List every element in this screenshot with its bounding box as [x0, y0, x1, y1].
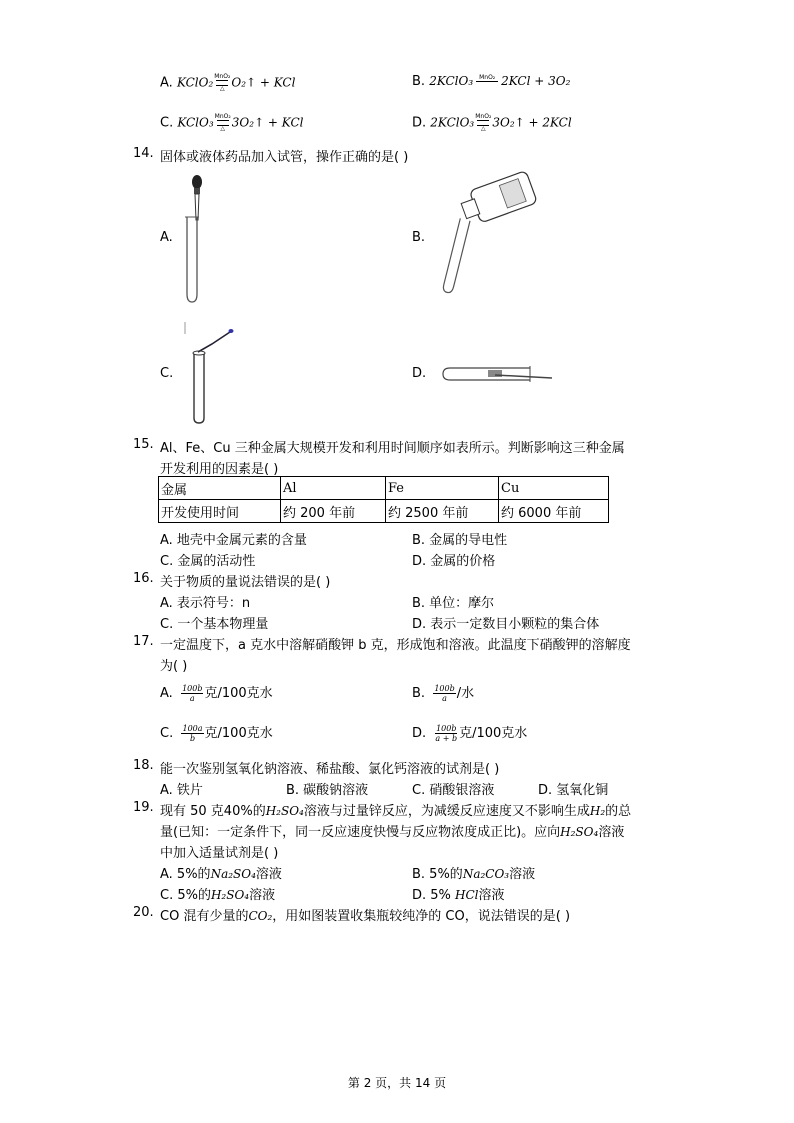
- q18-number: 18.: [133, 758, 154, 773]
- q17-number: 17.: [133, 634, 154, 649]
- q13-d-formula-right: 3O₂↑ + 2KCl: [492, 115, 572, 130]
- horizontal-tube-illustration: [440, 360, 560, 390]
- q13-c-formula-right: 3O₂↑ + KCl: [231, 115, 304, 130]
- q19-option-c: C. 5%的H₂SO₄溶液: [160, 888, 276, 903]
- q14-option-c-label: C.: [160, 366, 174, 381]
- table-row: [159, 500, 609, 523]
- q18-option-b: B. 碳酸钠溶液: [286, 783, 369, 798]
- q13-d-condition: MnO₂ △: [475, 113, 492, 132]
- q15-option-b: B. 金属的导电性: [412, 533, 508, 548]
- q13-option-d: D. 2KClO₃ MnO₂ △ 3O₂↑ + 2KCl: [412, 113, 572, 132]
- q17-option-a: A. $\frac{100b}{a}$ 克/100克水: [160, 684, 273, 703]
- q18-option-d: D. 氢氧化铜: [538, 783, 609, 798]
- q13-b-formula-right: 2KCl + 3O₂: [501, 74, 571, 88]
- table-header-cell: Fe: [386, 477, 499, 500]
- spatula-into-tube-illustration: [180, 322, 240, 427]
- q20-text: CO 混有少量的CO₂，用如图装置收集瓶较纯净的 CO，说法错误的是( ): [160, 909, 571, 924]
- q15-option-a: A. 地壳中金属元素的含量: [160, 533, 307, 548]
- q13-c-formula-left: KClO₃: [177, 115, 214, 130]
- q18-option-a: A. 铁片: [160, 783, 203, 798]
- q13-option-b: B. 2KClO₃ MnO₂ 2KCl + 3O₂: [412, 74, 571, 89]
- pouring-bottle-illustration: [435, 178, 545, 298]
- q19-text-line1: 现有 50 克40%的H₂SO₄溶液与过量锌反应，为减缓反应速度又不影响生成H₂的总: [160, 804, 632, 819]
- q19-number: 19.: [133, 800, 154, 815]
- q16-number: 16.: [133, 571, 154, 586]
- q13-a-formula-right: O₂↑ + KCl: [231, 75, 296, 90]
- q20-number: 20.: [133, 905, 154, 920]
- q17-text-line1: 一定温度下，a 克水中溶解硝酸钾 b 克，形成饱和溶液。此温度下硝酸钾的溶解度: [160, 638, 631, 653]
- q18-text: 能一次鉴别氢氧化钠溶液、稀盐酸、氯化钙溶液的试剂是( ): [160, 762, 500, 777]
- q15-option-d: D. 金属的价格: [412, 554, 496, 569]
- table-cell: 开发使用时间: [159, 500, 281, 523]
- q17-option-c: C. $\frac{100a}{b}$ 克/100克水: [160, 724, 273, 743]
- q19-text-line2: 量(已知：一定条件下，同一反应速度快慢与反应物浓度成正比)。应向H₂SO₄溶液: [160, 825, 625, 840]
- q13-d-formula-left: 2KClO₃: [430, 115, 475, 130]
- q14-option-d-label: D.: [412, 366, 427, 381]
- table-header-cell: Al: [281, 477, 386, 500]
- q16-text: 关于物质的量说法错误的是( ): [160, 575, 331, 590]
- q13-c-condition: MnO₂ △: [214, 113, 231, 132]
- q19-option-d: D. 5% HCl溶液: [412, 888, 505, 903]
- q13-option-c: C. KClO₃ MnO₂ △ 3O₂↑ + KCl: [160, 113, 304, 132]
- q15-number: 15.: [133, 437, 154, 452]
- q19-option-a: A. 5%的Na₂SO₄溶液: [160, 867, 282, 882]
- q19-text-line3: 中加入适量试剂是( ): [160, 846, 279, 861]
- q13-b-formula-left: 2KClO₃: [429, 74, 474, 88]
- q15-option-c: C. 金属的活动性: [160, 554, 256, 569]
- q15-text-line1: Al、Fe、Cu 三种金属大规模开发和利用时间顺序如表所示。判断影响这三种金属: [160, 441, 625, 456]
- q19-option-b: B. 5%的Na₂CO₃溶液: [412, 867, 536, 882]
- q13-option-a: A. KClO₂ MnO₂ △ O₂↑ + KCl: [160, 73, 296, 92]
- q13-a-condition: MnO₂ △: [214, 73, 231, 92]
- fraction: $\frac{100b}{a + b}$: [435, 724, 458, 743]
- q14-number: 14.: [133, 146, 154, 161]
- table-row: [159, 477, 609, 500]
- fraction: $\frac{100b}{a}$: [434, 684, 455, 703]
- q16-option-a: A. 表示符号：n: [160, 596, 251, 611]
- q16-option-b: B. 单位：摩尔: [412, 596, 495, 611]
- q13-b-condition: MnO₂: [474, 75, 500, 88]
- q16-option-c: C. 一个基本物理量: [160, 617, 269, 632]
- dropper-into-tube-illustration: [180, 172, 220, 307]
- q14-text: 固体或液体药品加入试管，操作正确的是( ): [160, 150, 409, 165]
- page-footer: 第 2 页，共 14 页: [347, 1076, 447, 1090]
- metal-time-table: [158, 476, 609, 523]
- q18-option-c: C. 硝酸银溶液: [412, 783, 495, 798]
- table-cell: 约 2500 年前: [386, 500, 499, 523]
- q17-option-d: D. $\frac{100b}{a + b}$ 克/100克水: [412, 724, 528, 743]
- q14-option-a-label: A.: [160, 230, 173, 245]
- table-header-cell: Cu: [499, 477, 609, 500]
- q17-text-line2: 为( ): [160, 659, 188, 674]
- q13-a-formula-left: KClO₂: [176, 75, 214, 90]
- table-header-cell: 金属: [159, 477, 281, 500]
- fraction: $\frac{100b}{a}$: [182, 684, 203, 703]
- q16-option-d: D. 表示一定数目小颗粒的集合体: [412, 617, 600, 632]
- fraction: $\frac{100a}{b}$: [182, 724, 203, 743]
- q14-option-b-label: B.: [412, 230, 426, 245]
- table-cell: 约 6000 年前: [499, 500, 609, 523]
- q15-text-line2: 开发利用的因素是( ): [160, 462, 279, 477]
- q17-option-b: B. $\frac{100b}{a}$ /水: [412, 684, 475, 703]
- table-cell: 约 200 年前: [281, 500, 386, 523]
